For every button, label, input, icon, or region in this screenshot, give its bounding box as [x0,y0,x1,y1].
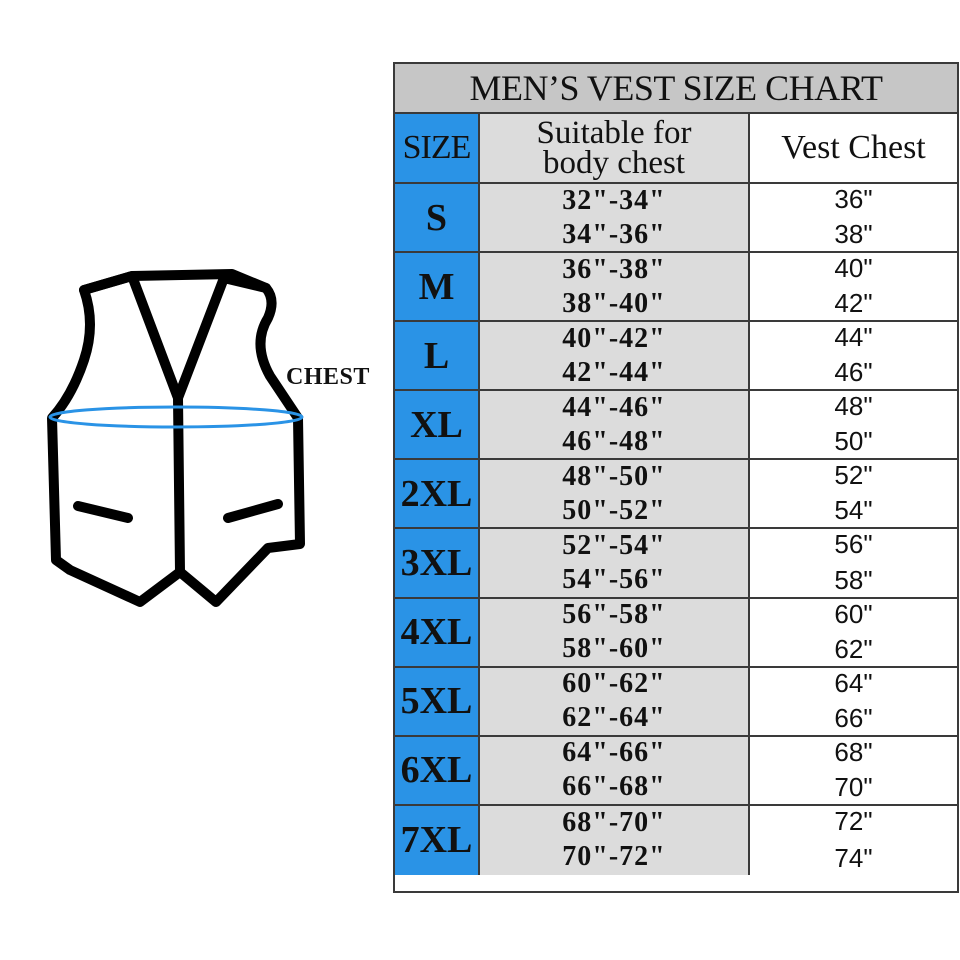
table-row [395,668,957,737]
table-row [395,184,957,253]
header-vest-chest: Vest Chest [750,114,957,182]
vest-chest-value: 72" [834,805,873,836]
table-row [395,806,957,875]
vest-chest-cell [750,737,957,804]
size-cell: 5XL [395,668,480,735]
size-chart-table [393,62,959,893]
vest-chest-value: 66" [834,702,873,733]
body-chest-range: 64"-66" [562,737,666,769]
header-body-chest [480,114,750,182]
vest-chest-value: 70" [834,771,873,802]
body-chest-range: 36"-38" [562,253,666,285]
body-chest-cell [480,529,750,596]
table-row [395,460,957,529]
body-chest-cell [480,599,750,666]
size-cell: 6XL [395,737,480,804]
body-chest-range: 52"-54" [562,530,666,562]
vest-chest-value: 64" [834,667,873,698]
chart-title: MEN’S VEST SIZE CHART [395,64,957,114]
size-cell: 4XL [395,599,480,666]
vest-chest-value: 40" [834,253,873,284]
table-row [395,253,957,322]
vest-chest-cell [750,806,957,875]
body-chest-cell [480,668,750,735]
body-chest-cell [480,322,750,389]
vest-chest-cell [750,184,957,251]
body-chest-range: 68"-70" [562,807,666,839]
vest-chest-value: 46" [834,357,873,388]
body-chest-cell [480,460,750,527]
header-body-line1: Suitable for [536,115,692,151]
body-chest-range: 54"-56" [562,564,666,596]
table-row [395,322,957,391]
table-row [395,737,957,806]
vest-chest-value: 68" [834,736,873,767]
table-row [395,529,957,598]
header-body-line2: body chest [542,145,686,181]
body-chest-range: 56"-58" [562,599,666,631]
vest-chest-cell [750,253,957,320]
body-chest-cell [480,737,750,804]
body-chest-cell [480,391,750,458]
vest-chest-value: 44" [834,322,873,353]
vest-chest-value: 36" [834,184,873,214]
body-chest-range: 44"-46" [562,391,666,423]
size-cell: 3XL [395,529,480,596]
vest-chest-value: 42" [834,288,873,319]
body-chest-range: 70"-72" [562,841,666,873]
size-rows [395,184,957,875]
header-size: SIZE [395,114,480,182]
vest-chest-cell [750,668,957,735]
size-cell: 7XL [395,806,480,875]
vest-illustration [0,0,400,960]
body-chest-range: 32"-34" [562,184,666,216]
size-cell: 2XL [395,460,480,527]
vest-chest-value: 52" [834,460,873,491]
body-chest-range: 58"-60" [562,633,666,665]
table-row [395,391,957,460]
vest-chest-value: 38" [834,219,873,250]
body-chest-range: 66"-68" [562,771,666,803]
body-chest-range: 62"-64" [562,702,666,734]
vest-chest-value: 62" [834,633,873,664]
body-chest-range: 40"-42" [562,322,666,354]
vest-chest-cell [750,322,957,389]
size-cell: M [395,253,480,320]
vest-chest-cell [750,599,957,666]
body-chest-range: 50"-52" [562,494,666,526]
size-cell: S [395,184,480,251]
vest-chest-value: 58" [834,564,873,595]
vest-chest-cell [750,529,957,596]
vest-chest-cell [750,460,957,527]
body-chest-range: 60"-62" [562,668,666,700]
vest-chest-value: 48" [834,391,873,422]
body-chest-cell [480,253,750,320]
chest-label: CHEST [286,364,370,390]
vest-chest-cell [750,391,957,458]
vest-chest-value: 54" [834,495,873,526]
table-row [395,599,957,668]
body-chest-range: 34"-36" [562,218,666,250]
body-chest-range: 42"-44" [562,356,666,388]
body-chest-range: 38"-40" [562,287,666,319]
vest-chest-value: 74" [834,842,873,873]
vest-chest-value: 50" [834,426,873,457]
vest-chest-value: 60" [834,598,873,629]
size-cell: L [395,322,480,389]
size-cell: XL [395,391,480,458]
vest-chest-value: 56" [834,529,873,560]
body-chest-range: 48"-50" [562,460,666,492]
header-row [395,114,957,184]
body-chest-range: 46"-48" [562,425,666,457]
vest-icon [0,0,400,960]
body-chest-cell [480,806,750,875]
body-chest-cell [480,184,750,251]
